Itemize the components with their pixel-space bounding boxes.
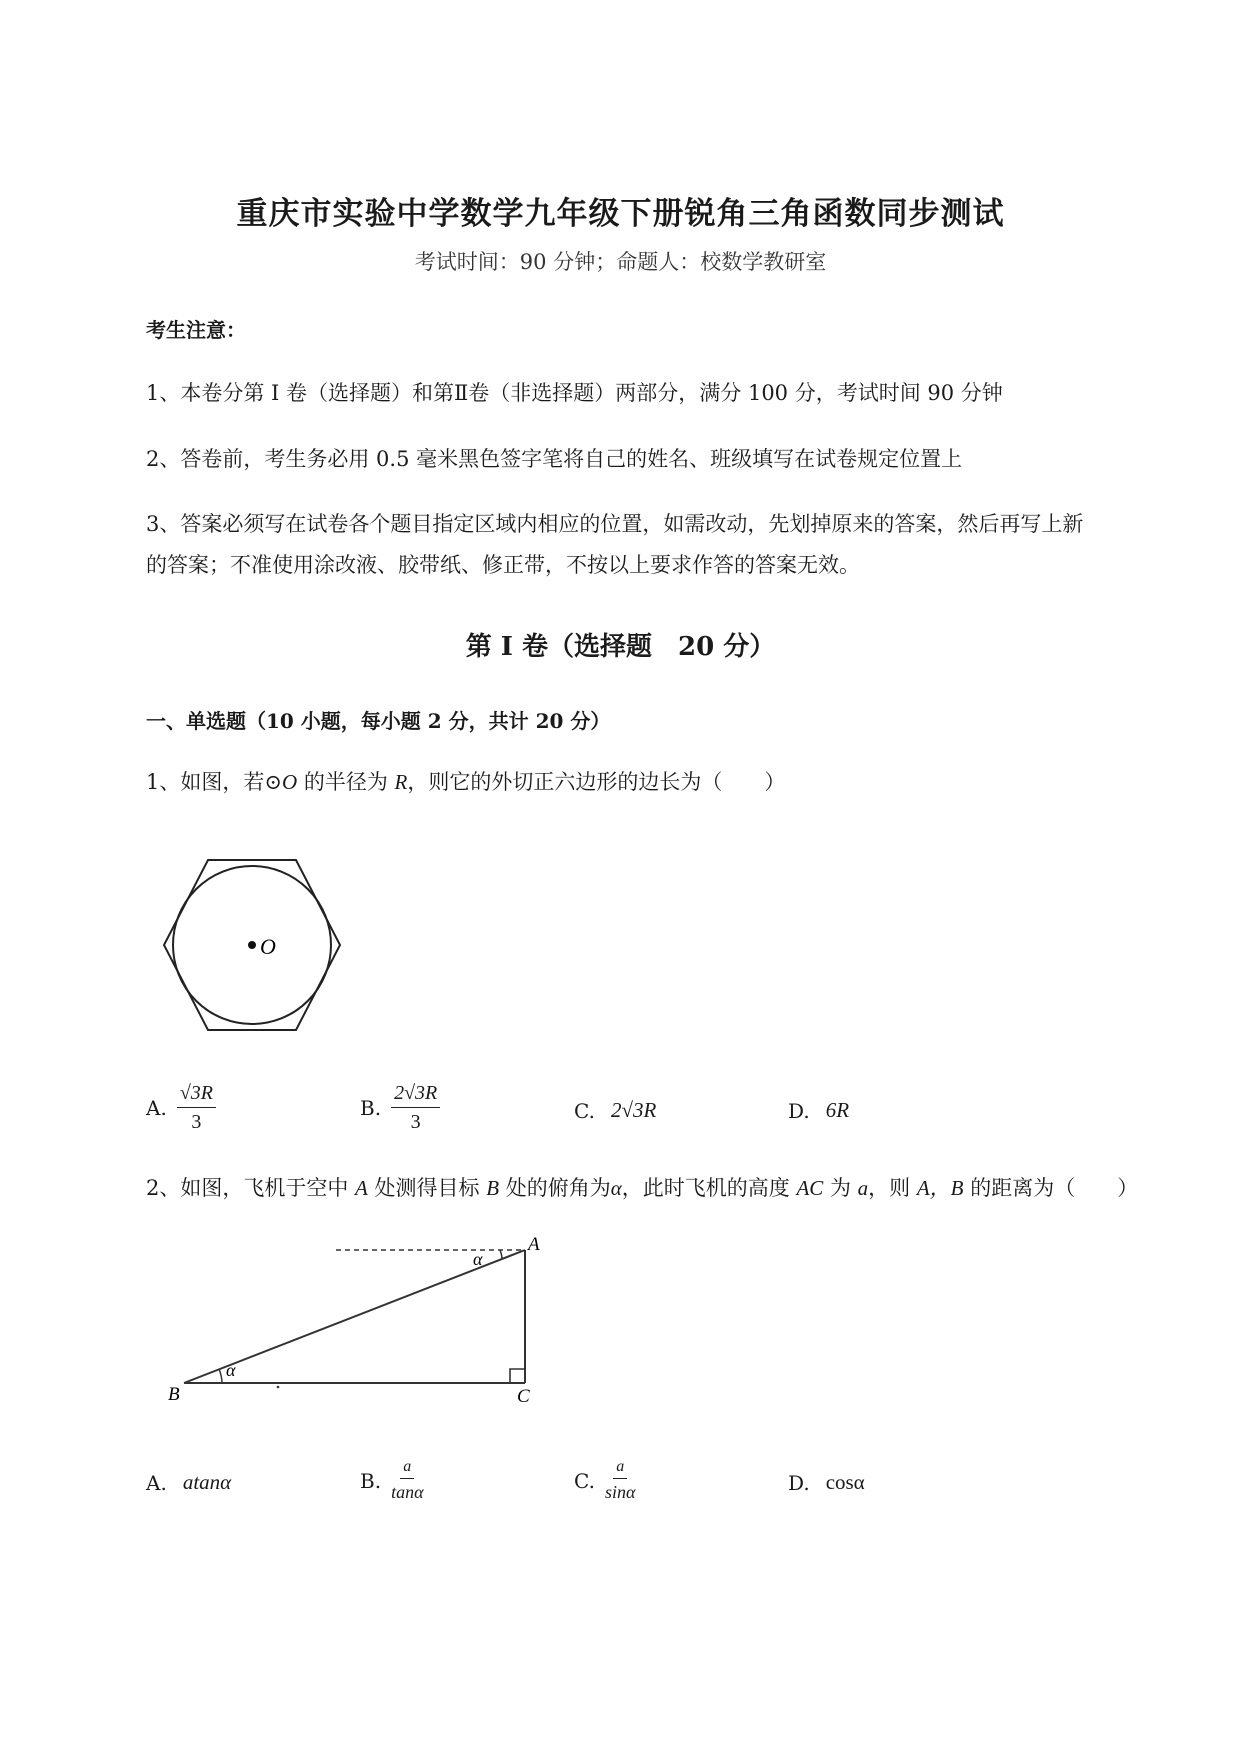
- label-c: C: [517, 1386, 530, 1405]
- angle-arc-top: [500, 1250, 502, 1259]
- question-2-text: 2、如图，飞机于空中 A 处测得目标 B 处的俯角为α，此时飞机的高度 AC 为 a，则 A，B 的距离为（ ）: [146, 1176, 1139, 1200]
- section-title: 第 I 卷（选择题 20 分）: [465, 632, 776, 662]
- part-heading: 一、单选题（10 小题，每小题 2 分，共计 20 分）: [146, 709, 611, 733]
- notice-item-3-line-1: 3、答案必须写在试卷各个题目指定区域内相应的位置，如需改动，先划掉原来的答案，然后再写上新: [146, 512, 1084, 536]
- angle-arc-bottom: [219, 1369, 222, 1383]
- page-subtitle: 考试时间：90 分钟；命题人：校数学教研室: [414, 250, 827, 274]
- q1-option-a[interactable]: A. $\frac{√3R}{3}$: [146, 1082, 216, 1134]
- notice-item-1: 1、本卷分第 I 卷（选择题）和第Ⅱ卷（非选择题）两部分，满分 100 分，考试时间 90 分钟: [146, 381, 1003, 405]
- label-b: B: [168, 1384, 180, 1405]
- q1-option-b[interactable]: B. $\frac{2√3R}{3}$: [360, 1082, 440, 1134]
- right-triangle-figure: [160, 1230, 560, 1405]
- page-title: 重庆市实验中学数学九年级下册锐角三角函数同步测试: [236, 196, 1005, 232]
- label-alpha-bottom: α: [226, 1360, 236, 1380]
- label-a: A: [528, 1234, 540, 1255]
- q2-option-b[interactable]: B. $\frac{a}{\tan\alpha}$: [360, 1458, 424, 1502]
- question-1-text: 1、如图，若⊙O 的半径为 R，则它的外切正六边形的边长为（ ）: [146, 770, 786, 794]
- q2-option-c[interactable]: C. $\frac{a}{\sin\alpha}$: [574, 1458, 636, 1502]
- small-dot: [277, 1386, 280, 1389]
- q1-option-d[interactable]: D. 6R: [788, 1098, 850, 1123]
- q1-option-c[interactable]: C. 2√3R: [574, 1098, 657, 1123]
- notice-heading: 考生注意：: [146, 318, 246, 342]
- center-label: O: [260, 934, 276, 959]
- q2-option-a[interactable]: A. atanα: [146, 1470, 232, 1495]
- notice-item-3-line-2: 的答案；不准使用涂改液、胶带纸、修正带，不按以上要求作答的答案无效。: [146, 553, 860, 577]
- notice-item-2: 2、答卷前，考生务必用 0.5 毫米黑色签字笔将自己的姓名、班级填写在试卷规定位置上: [146, 447, 963, 471]
- right-angle-mark: [510, 1369, 525, 1383]
- center-point: [248, 941, 256, 949]
- q2-option-d[interactable]: D. cosα: [788, 1470, 865, 1495]
- label-alpha-top: α: [473, 1249, 483, 1269]
- hexagon-circle-figure: [160, 855, 360, 1035]
